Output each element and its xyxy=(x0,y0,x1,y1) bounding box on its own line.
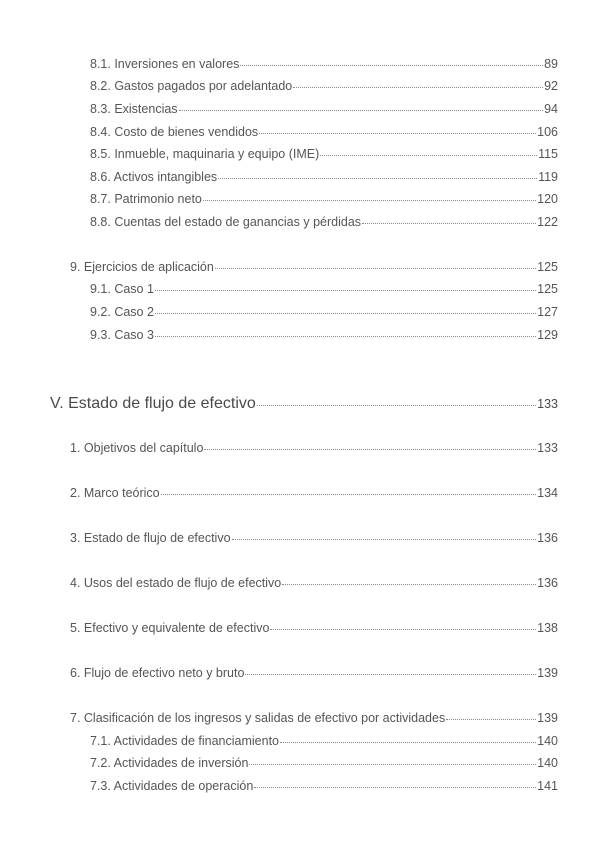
dot-leader xyxy=(249,763,536,765)
toc-entry-page: 136 xyxy=(537,531,558,545)
toc-entry-title: 6. Flujo de efectivo neto y bruto xyxy=(70,666,245,680)
toc-entry-page: 140 xyxy=(537,756,558,770)
toc-entry-page: 141 xyxy=(537,779,558,793)
dot-leader xyxy=(218,177,537,179)
dot-leader xyxy=(161,493,537,495)
toc-entry[interactable] xyxy=(70,665,558,681)
toc-entry[interactable] xyxy=(70,440,558,456)
toc-entry-page: 129 xyxy=(537,328,558,342)
dot-leader xyxy=(446,718,536,720)
toc-chapter-entry[interactable] xyxy=(50,394,558,414)
dot-leader xyxy=(257,404,536,406)
toc-entry-page: 125 xyxy=(537,260,558,274)
dot-leader xyxy=(204,448,536,450)
dot-leader xyxy=(270,628,536,630)
toc-entry[interactable] xyxy=(90,281,558,297)
toc-entry[interactable] xyxy=(90,56,558,72)
toc-entry-title: 8.3. Existencias xyxy=(90,102,178,116)
toc-entry-page: 122 xyxy=(537,215,558,229)
dot-leader xyxy=(203,199,536,201)
toc-entry[interactable] xyxy=(90,146,558,162)
toc-entry[interactable] xyxy=(90,304,558,320)
toc-entry-title: 8.4. Costo de bienes vendidos xyxy=(90,125,259,139)
toc-entry-title: 8.5. Inmueble, maquinaria y equipo (IME) xyxy=(90,147,320,161)
toc-entry-page: 115 xyxy=(538,147,558,161)
dot-leader xyxy=(254,786,536,788)
dot-leader xyxy=(155,335,536,337)
dot-leader xyxy=(232,538,537,540)
toc-entry-title: 9.1. Caso 1 xyxy=(90,282,154,296)
dot-leader xyxy=(179,109,544,111)
toc-entry-page: 140 xyxy=(537,734,558,748)
toc-entry-page: 127 xyxy=(537,305,558,319)
toc-entry-page: 89 xyxy=(544,57,558,71)
toc-entry-page: 92 xyxy=(544,79,558,93)
toc-entry-page: 139 xyxy=(537,711,558,725)
toc-entry-title: 9. Ejercicios de aplicación xyxy=(70,260,214,274)
toc-entry[interactable] xyxy=(70,530,558,546)
toc-entry[interactable] xyxy=(90,101,558,117)
toc-entry[interactable] xyxy=(70,485,558,501)
toc-entry-title: 7. Clasificación de los ingresos y salidas de efectivo por actividades xyxy=(70,711,446,725)
toc-entry-page: 138 xyxy=(537,621,558,635)
toc-entry[interactable] xyxy=(70,575,558,591)
toc-entry-title: 7.1. Actividades de financiamiento xyxy=(90,734,280,748)
dot-leader xyxy=(282,583,536,585)
toc-entry[interactable] xyxy=(90,733,558,749)
toc-entry-title: 9.3. Caso 3 xyxy=(90,328,154,342)
toc-entry[interactable] xyxy=(70,620,558,636)
toc-entry[interactable] xyxy=(70,259,558,275)
toc-entry-title: 8.7. Patrimonio neto xyxy=(90,192,202,206)
toc-entry-page: 139 xyxy=(537,666,558,680)
toc-entry[interactable] xyxy=(90,191,558,207)
dot-leader xyxy=(215,267,536,269)
toc-entry-title: 4. Usos del estado de flujo de efectivo xyxy=(70,576,282,590)
dot-leader xyxy=(245,673,536,675)
toc-entry-title: 9.2. Caso 2 xyxy=(90,305,154,319)
dot-leader xyxy=(155,312,536,314)
toc-chapter-title: V. Estado de flujo de efectivo xyxy=(50,395,256,412)
dot-leader xyxy=(240,64,543,66)
toc-entry[interactable] xyxy=(90,78,558,94)
toc-entry-title: 8.2. Gastos pagados por adelantado xyxy=(90,79,293,93)
toc-entry-page: 119 xyxy=(538,170,558,184)
toc-entry[interactable] xyxy=(90,327,558,343)
toc-entry-page: 106 xyxy=(537,125,558,139)
toc-entry-title: 8.8. Cuentas del estado de ganancias y pérdidas xyxy=(90,215,362,229)
toc-entry[interactable] xyxy=(90,169,558,185)
toc-entry-page: 134 xyxy=(537,486,558,500)
toc-entry-title: 5. Efectivo y equivalente de efectivo xyxy=(70,621,270,635)
toc-entry-title: 1. Objetivos del capítulo xyxy=(70,441,204,455)
toc-entry-title: 2. Marco teórico xyxy=(70,486,160,500)
dot-leader xyxy=(320,154,537,156)
toc-entry-page: 133 xyxy=(537,397,558,411)
dot-leader xyxy=(259,132,536,134)
toc-entry-page: 120 xyxy=(537,192,558,206)
dot-leader xyxy=(280,741,536,743)
toc-entry-title: 3. Estado de flujo de efectivo xyxy=(70,531,231,545)
toc-entry-title: 7.2. Actividades de inversión xyxy=(90,756,249,770)
toc-entry-title: 8.1. Inversiones en valores xyxy=(90,57,240,71)
toc-entry[interactable] xyxy=(90,214,558,230)
toc-entry-page: 133 xyxy=(537,441,558,455)
toc-entry-page: 136 xyxy=(537,576,558,590)
toc-entry[interactable] xyxy=(70,710,558,726)
dot-leader xyxy=(293,86,543,88)
toc-entry-title: 8.6. Activos intangibles xyxy=(90,170,218,184)
toc-entry[interactable] xyxy=(90,755,558,771)
toc-entry[interactable] xyxy=(90,124,558,140)
toc-entry-title: 7.3. Actividades de operación xyxy=(90,779,254,793)
toc-entry-page: 125 xyxy=(537,282,558,296)
dot-leader xyxy=(362,222,536,224)
toc-entry[interactable] xyxy=(90,778,558,794)
toc-entry-page: 94 xyxy=(544,102,558,116)
dot-leader xyxy=(155,289,536,291)
